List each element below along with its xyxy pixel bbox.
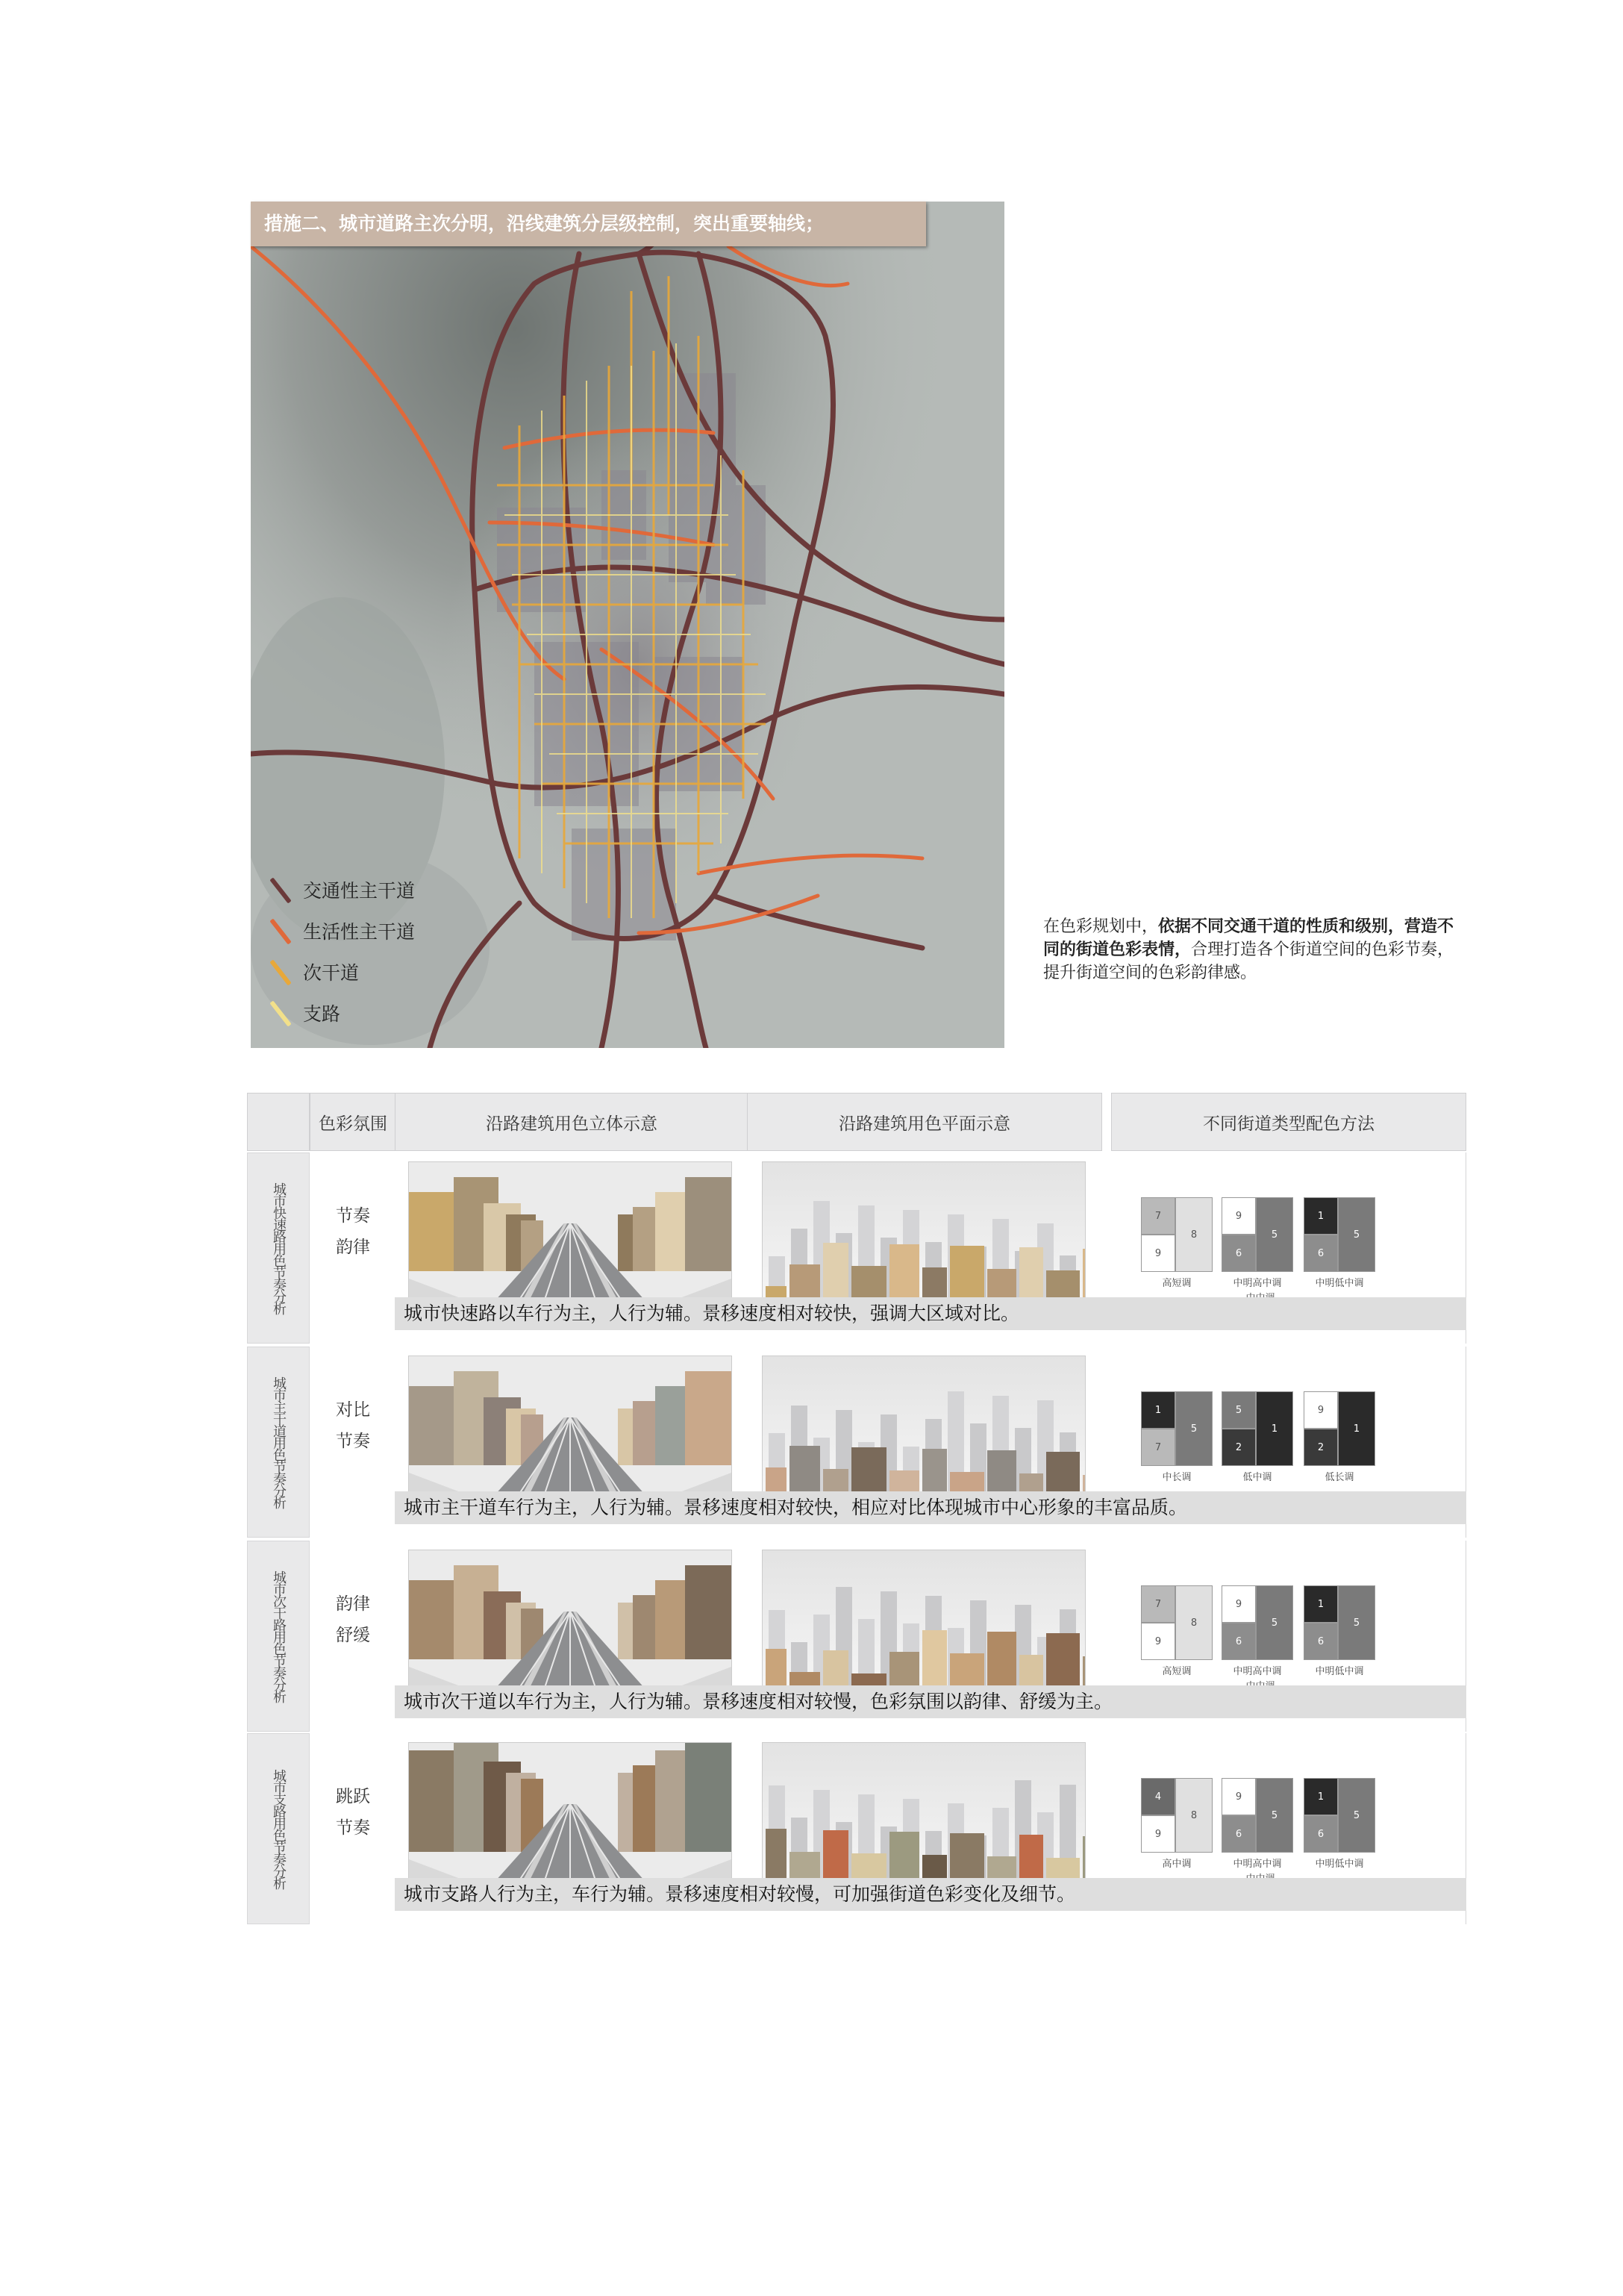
swatch-label: 中明高中调	[1233, 1859, 1282, 1870]
swatch-square: 1	[1304, 1197, 1338, 1235]
swatch-label: 中明高中调	[1233, 1278, 1282, 1289]
atmosphere-word: 节奏	[336, 1206, 370, 1226]
swatch-square: 2	[1222, 1429, 1256, 1466]
swatch-square: 7	[1141, 1197, 1175, 1235]
swatch-set	[1111, 1152, 1466, 1311]
street-plan-illustration	[762, 1550, 1086, 1697]
header-corner	[247, 1093, 310, 1151]
legend-item-traffic-arterial	[267, 875, 415, 905]
swatch-label: 高中调	[1162, 1859, 1192, 1870]
map-title: 措施二、城市道路主次分明，沿线建筑分层级控制，突出重要轴线；	[251, 202, 926, 246]
color-rhythm-table	[247, 1093, 1466, 1922]
swatch-square: 5	[1256, 1197, 1293, 1272]
legend-label: 交通性主干道	[303, 880, 416, 902]
swatch-square: 2	[1304, 1429, 1338, 1466]
legend-label: 生活性主干道	[303, 921, 416, 943]
swatch-square: 5	[1338, 1585, 1375, 1660]
legend-line-icon	[267, 918, 293, 943]
street-elevation-illustration	[408, 1550, 732, 1697]
swatch-set	[1111, 1733, 1466, 1891]
swatch-square: 1	[1338, 1391, 1375, 1466]
row-caption: 城市主干道车行为主，人行为辅。景移速度相对较快，相应对比体现城市中心形象的丰富品质。	[395, 1491, 1466, 1524]
atmosphere-word: 跳跃	[336, 1787, 370, 1806]
swatch-square: 6	[1304, 1235, 1338, 1272]
swatch-label: 中明低中调	[1315, 1859, 1364, 1870]
swatch-square: 8	[1175, 1778, 1213, 1853]
street-elevation-illustration	[408, 1742, 732, 1890]
row-caption: 城市快速路以车行为主，人行为辅。景移速度相对较快，强调大区域对比。	[395, 1297, 1466, 1330]
legend-label: 次干道	[303, 962, 360, 984]
swatch-set	[1111, 1347, 1466, 1505]
swatch-label: 高短调	[1162, 1278, 1192, 1289]
swatch-square: 5	[1338, 1778, 1375, 1853]
swatch-label: 中明低中调	[1315, 1666, 1364, 1677]
swatch-square: 5	[1256, 1778, 1293, 1853]
row-caption: 城市支路人行为主，车行为辅。景移速度相对较慢，可加强街道色彩变化及细节。	[395, 1878, 1466, 1911]
street-plan-illustration	[762, 1161, 1086, 1309]
legend-item-branch-road	[267, 998, 340, 1028]
atmosphere-word: 韵律	[336, 1238, 370, 1257]
legend-line-icon	[267, 877, 293, 902]
row-atmosphere	[311, 1733, 395, 1891]
legend-item-secondary-road	[267, 957, 359, 987]
row-atmosphere	[311, 1347, 395, 1505]
swatch-square: 6	[1222, 1235, 1256, 1272]
swatch-square: 8	[1175, 1585, 1213, 1660]
swatch-square: 7	[1141, 1585, 1175, 1623]
swatch-square: 9	[1222, 1197, 1256, 1235]
row-atmosphere	[311, 1152, 395, 1311]
row-label	[247, 1347, 310, 1538]
row-atmosphere	[311, 1541, 395, 1699]
swatch-label: 中明高中调	[1233, 1666, 1282, 1677]
swatch-square: 5	[1222, 1391, 1256, 1429]
swatch-square: 6	[1304, 1623, 1338, 1660]
swatch-square: 9	[1222, 1585, 1256, 1623]
swatch-square: 9	[1141, 1235, 1175, 1272]
swatch-square: 4	[1141, 1778, 1175, 1815]
row-label	[247, 1541, 310, 1732]
swatch-square: 5	[1338, 1197, 1375, 1272]
swatch-square: 1	[1141, 1391, 1175, 1429]
swatch-label: 中明低中调	[1315, 1278, 1364, 1289]
swatch-label: 低中调	[1242, 1472, 1272, 1483]
swatch-square: 6	[1222, 1815, 1256, 1853]
swatch-square: 5	[1175, 1391, 1213, 1466]
swatch-square: 5	[1256, 1585, 1293, 1660]
swatch-square: 6	[1222, 1623, 1256, 1660]
description-part: 在色彩规划中，	[1043, 917, 1159, 936]
legend-item-living-arterial	[267, 916, 415, 946]
swatch-square: 6	[1304, 1815, 1338, 1853]
swatch-label: 高短调	[1162, 1666, 1192, 1677]
street-elevation-illustration	[408, 1161, 732, 1309]
header-atmosphere: 色彩氛围	[310, 1093, 396, 1151]
swatch-square: 9	[1222, 1778, 1256, 1815]
atmosphere-word: 节奏	[336, 1432, 370, 1451]
swatch-square: 9	[1141, 1815, 1175, 1853]
row-label-text: 城市主干道用色节奏分析	[271, 1376, 287, 1508]
atmosphere-word: 韵律	[336, 1594, 370, 1614]
description-part: 合理打造各个街道空间的色彩节奏，提升街道空间的色彩韵律感。	[1043, 940, 1454, 982]
atmosphere-word: 舒缓	[336, 1626, 370, 1645]
row-label	[247, 1733, 310, 1924]
swatch-label: 中长调	[1162, 1472, 1192, 1483]
street-elevation-illustration	[408, 1356, 732, 1503]
row-label-text: 城市快速路用色节奏分析	[271, 1182, 287, 1314]
swatch-square: 7	[1141, 1429, 1175, 1466]
header-method: 不同街道类型配色方法	[1111, 1093, 1466, 1151]
description-emphasis: 依据不同交通干道的性质和级别，营造不同的街道色彩表情，	[1043, 917, 1454, 959]
legend-line-icon	[267, 1000, 293, 1026]
swatch-label: 低长调	[1325, 1472, 1354, 1483]
row-label-text: 城市支路用色节奏分析	[271, 1769, 287, 1888]
swatch-square: 9	[1141, 1623, 1175, 1660]
header-plan: 沿路建筑用色平面示意	[747, 1093, 1102, 1151]
legend-label: 支路	[303, 1003, 341, 1025]
description-text	[1043, 915, 1461, 985]
header-elevation: 沿路建筑用色立体示意	[395, 1093, 748, 1151]
swatch-square: 9	[1304, 1391, 1338, 1429]
swatch-square: 1	[1304, 1778, 1338, 1815]
atmosphere-word: 对比	[336, 1400, 370, 1420]
row-label-text: 城市次干路用色节奏分析	[271, 1570, 287, 1702]
swatch-square: 1	[1304, 1585, 1338, 1623]
swatch-square: 1	[1256, 1391, 1293, 1466]
swatch-set	[1111, 1541, 1466, 1699]
row-label	[247, 1152, 310, 1344]
street-plan-illustration	[762, 1356, 1086, 1503]
street-plan-illustration	[762, 1742, 1086, 1890]
swatch-square: 8	[1175, 1197, 1213, 1272]
atmosphere-word: 节奏	[336, 1818, 370, 1838]
row-caption: 城市次干道以车行为主，人行为辅。景移速度相对较慢，色彩氛围以韵律、舒缓为主。	[395, 1685, 1466, 1718]
legend-line-icon	[267, 959, 293, 985]
